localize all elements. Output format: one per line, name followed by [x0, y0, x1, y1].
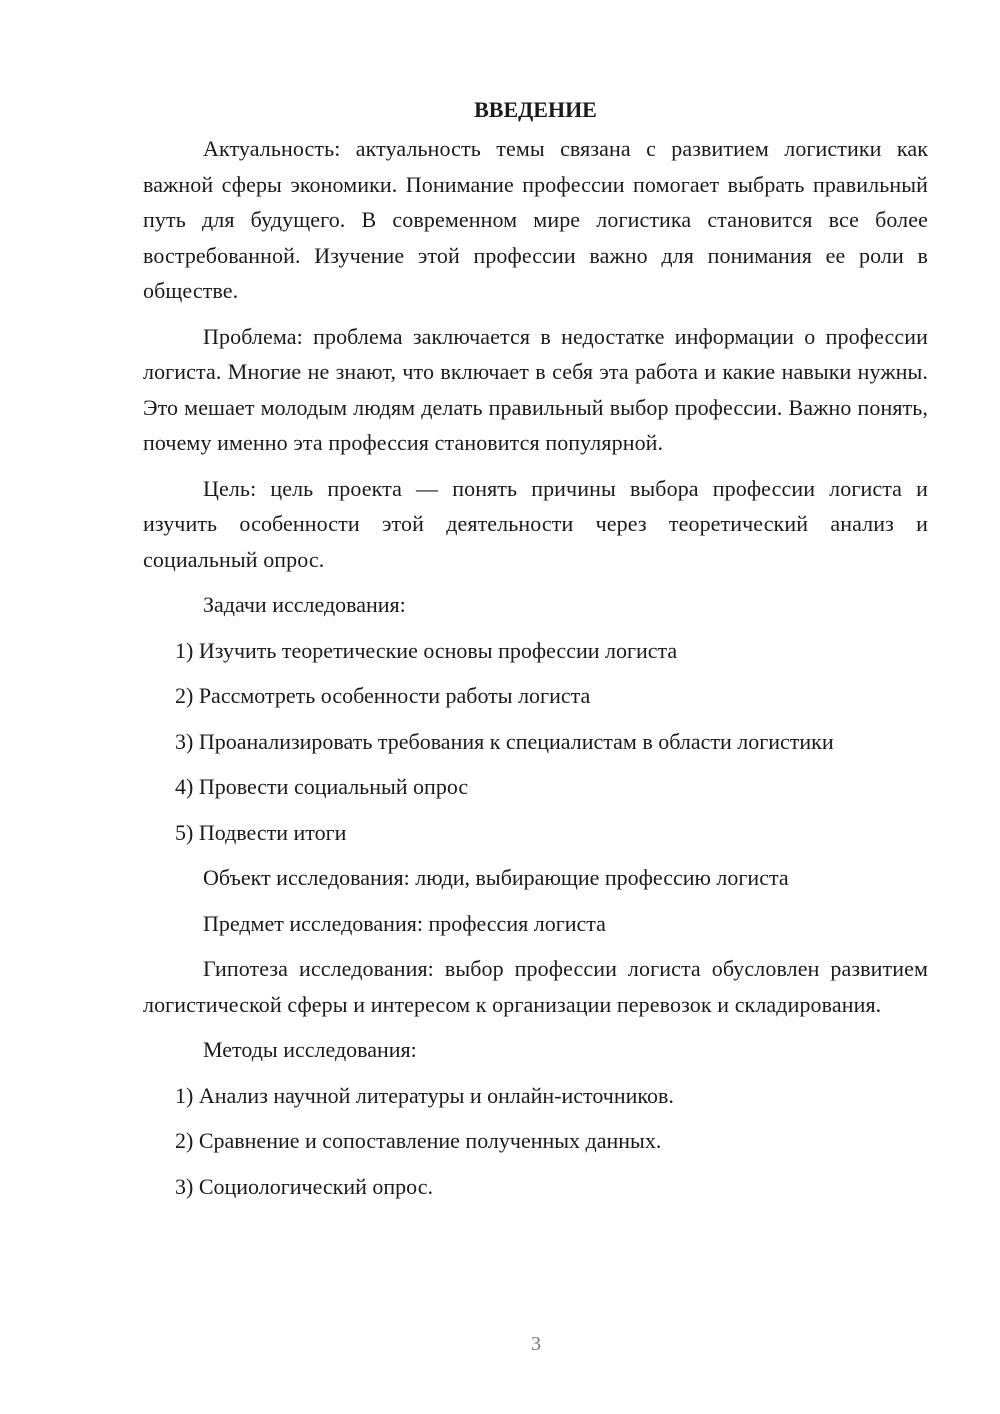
page-number: 3 — [531, 1333, 541, 1355]
hypothesis-paragraph: Гипотеза исследования: выбор профессии логиста обусловлен развитием логистической сферы и интересом к организации перевозок и складирования. — [143, 956, 928, 1017]
relevance-paragraph: Актуальность: актуальность темы связана с развитием логистики как важной сферы экономики. Понимание профессии помогает выбрать правильный путь для будущего. В современном мире логистика становится все более востребованной. Изучение этой профессии важно для понимания ее роли в обществе. — [143, 136, 928, 303]
method-item: 3) Социологический опрос. — [175, 1173, 433, 1199]
page-title: ВВЕДЕНИЕ — [474, 97, 597, 122]
research-subject: Предмет исследования: профессия логиста — [203, 910, 606, 936]
tasks-heading: Задачи исследования: — [203, 592, 406, 617]
methods-heading: Методы исследования: — [203, 1037, 417, 1062]
goal-paragraph: Цель: цель проекта — понять причины выбора профессии логиста и изучить особенности этой деятельности через теоретический анализ и социальный опрос. — [143, 475, 928, 572]
text-column — [143, 95, 928, 1214]
task-item: 3) Проанализировать требования к специалистам в области логистики — [175, 728, 834, 754]
task-item: 5) Подвести итоги — [175, 819, 347, 845]
task-item: 2) Рассмотреть особенности работы логиста — [175, 683, 591, 708]
task-item: 4) Провести социальный опрос — [175, 774, 469, 799]
task-item: 1) Изучить теоретические основы профессии логиста — [175, 637, 678, 663]
research-object: Объект исследования: люди, выбирающие профессию логиста — [203, 865, 789, 890]
method-item: 1) Анализ научной литературы и онлайн-источников. — [175, 1082, 674, 1108]
method-item: 2) Сравнение и сопоставление полученных данных. — [175, 1128, 662, 1153]
problem-paragraph: Проблема: проблема заключается в недостатке информации о профессии логиста. Многие не знают, что включает в себя эта работа и какие навыки нужны. Это мешает молодым людям делать правильный выбор профессии. Важно понять, почему именно эта профессия становится популярной. — [143, 323, 928, 455]
